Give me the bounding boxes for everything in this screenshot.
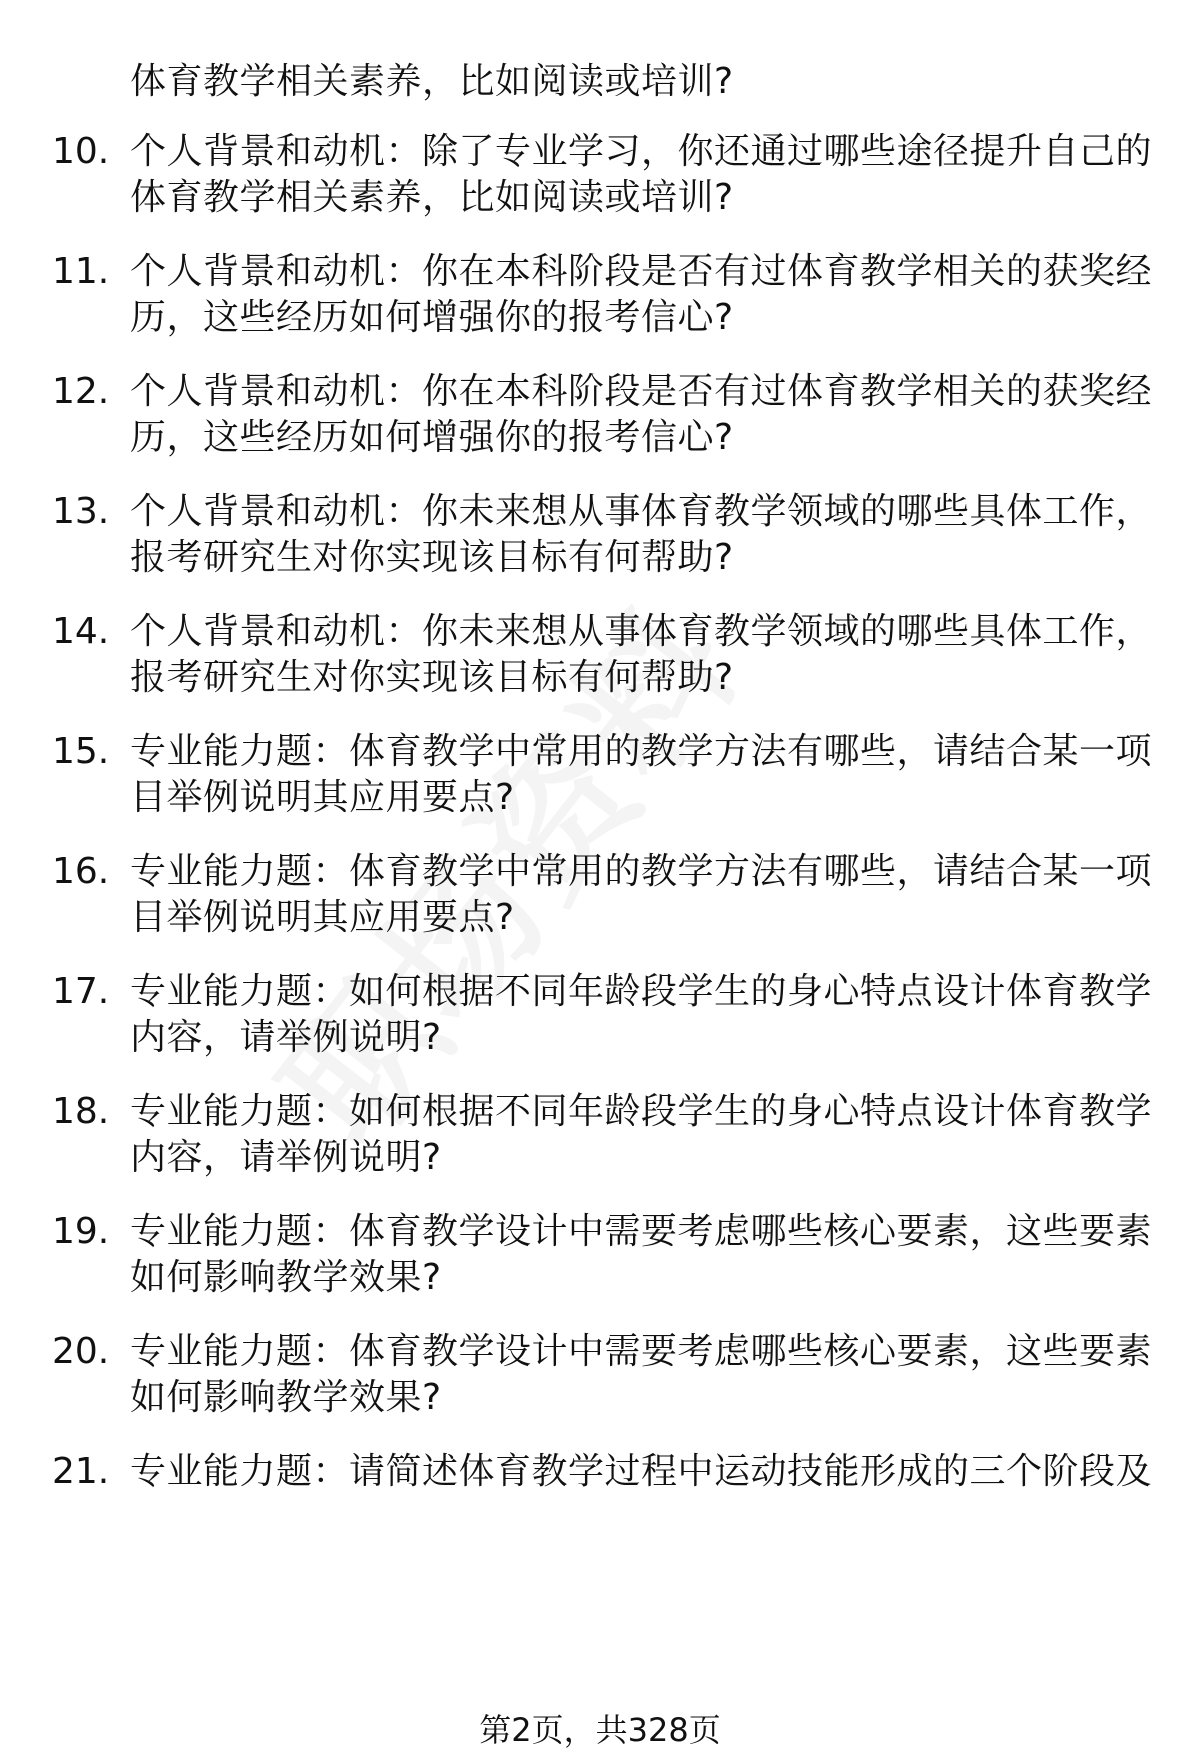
question-number: 12. xyxy=(52,371,110,412)
question-line: 个人背景和动机：你在本科阶段是否有过体育教学相关的获奖经 xyxy=(130,251,1153,292)
question-line: 专业能力题：体育教学设计中需要考虑哪些核心要素，这些要素 xyxy=(130,1331,1153,1372)
question-number: 17. xyxy=(52,971,110,1012)
question-line: 体育教学相关素养，比如阅读或培训? xyxy=(130,177,734,218)
question-line: 专业能力题：体育教学设计中需要考虑哪些核心要素，这些要素 xyxy=(130,1211,1153,1252)
question-number: 10. xyxy=(52,131,110,172)
question-line: 目举例说明其应用要点? xyxy=(130,777,515,818)
question-line: 内容，请举例说明? xyxy=(130,1137,442,1178)
question-line: 个人背景和动机：你未来想从事体育教学领域的哪些具体工作， xyxy=(130,611,1153,652)
question-number: 13. xyxy=(52,491,110,532)
question-number: 14. xyxy=(52,611,110,652)
question-line: 个人背景和动机：除了专业学习，你还通过哪些途径提升自己的 xyxy=(130,131,1153,172)
question-line: 专业能力题：如何根据不同年龄段学生的身心特点设计体育教学 xyxy=(130,971,1153,1012)
page-footer: 第2页，共328页 xyxy=(479,1711,721,1749)
question-line: 内容，请举例说明? xyxy=(130,1017,442,1058)
question-line: 历，这些经历如何增强你的报考信心? xyxy=(130,417,734,458)
question-number: 21. xyxy=(52,1451,110,1492)
question-line: 个人背景和动机：你在本科阶段是否有过体育教学相关的获奖经 xyxy=(130,371,1153,412)
question-number: 11. xyxy=(52,251,110,292)
question-number: 19. xyxy=(52,1211,110,1252)
question-line: 如何影响教学效果? xyxy=(130,1257,442,1298)
question-number: 18. xyxy=(52,1091,110,1132)
question-line: 专业能力题：体育教学中常用的教学方法有哪些，请结合某一项 xyxy=(130,851,1153,892)
question-line: 历，这些经历如何增强你的报考信心? xyxy=(130,297,734,338)
question-line: 专业能力题：体育教学中常用的教学方法有哪些，请结合某一项 xyxy=(130,731,1153,772)
question-line: 专业能力题：请简述体育教学过程中运动技能形成的三个阶段及 xyxy=(130,1451,1153,1492)
question-number: 16. xyxy=(52,851,110,892)
question-line: 报考研究生对你实现该目标有何帮助? xyxy=(130,657,734,698)
question-line: 如何影响教学效果? xyxy=(130,1377,442,1418)
question-line: 目举例说明其应用要点? xyxy=(130,897,515,938)
question-number: 20. xyxy=(52,1331,110,1372)
question-line: 报考研究生对你实现该目标有何帮助? xyxy=(130,537,734,578)
question-line: 专业能力题：如何根据不同年龄段学生的身心特点设计体育教学 xyxy=(130,1091,1153,1132)
lead-in-line: 体育教学相关素养，比如阅读或培训? xyxy=(130,61,734,102)
question-line: 个人背景和动机：你未来想从事体育教学领域的哪些具体工作， xyxy=(130,491,1153,532)
question-number: 15. xyxy=(52,731,110,772)
